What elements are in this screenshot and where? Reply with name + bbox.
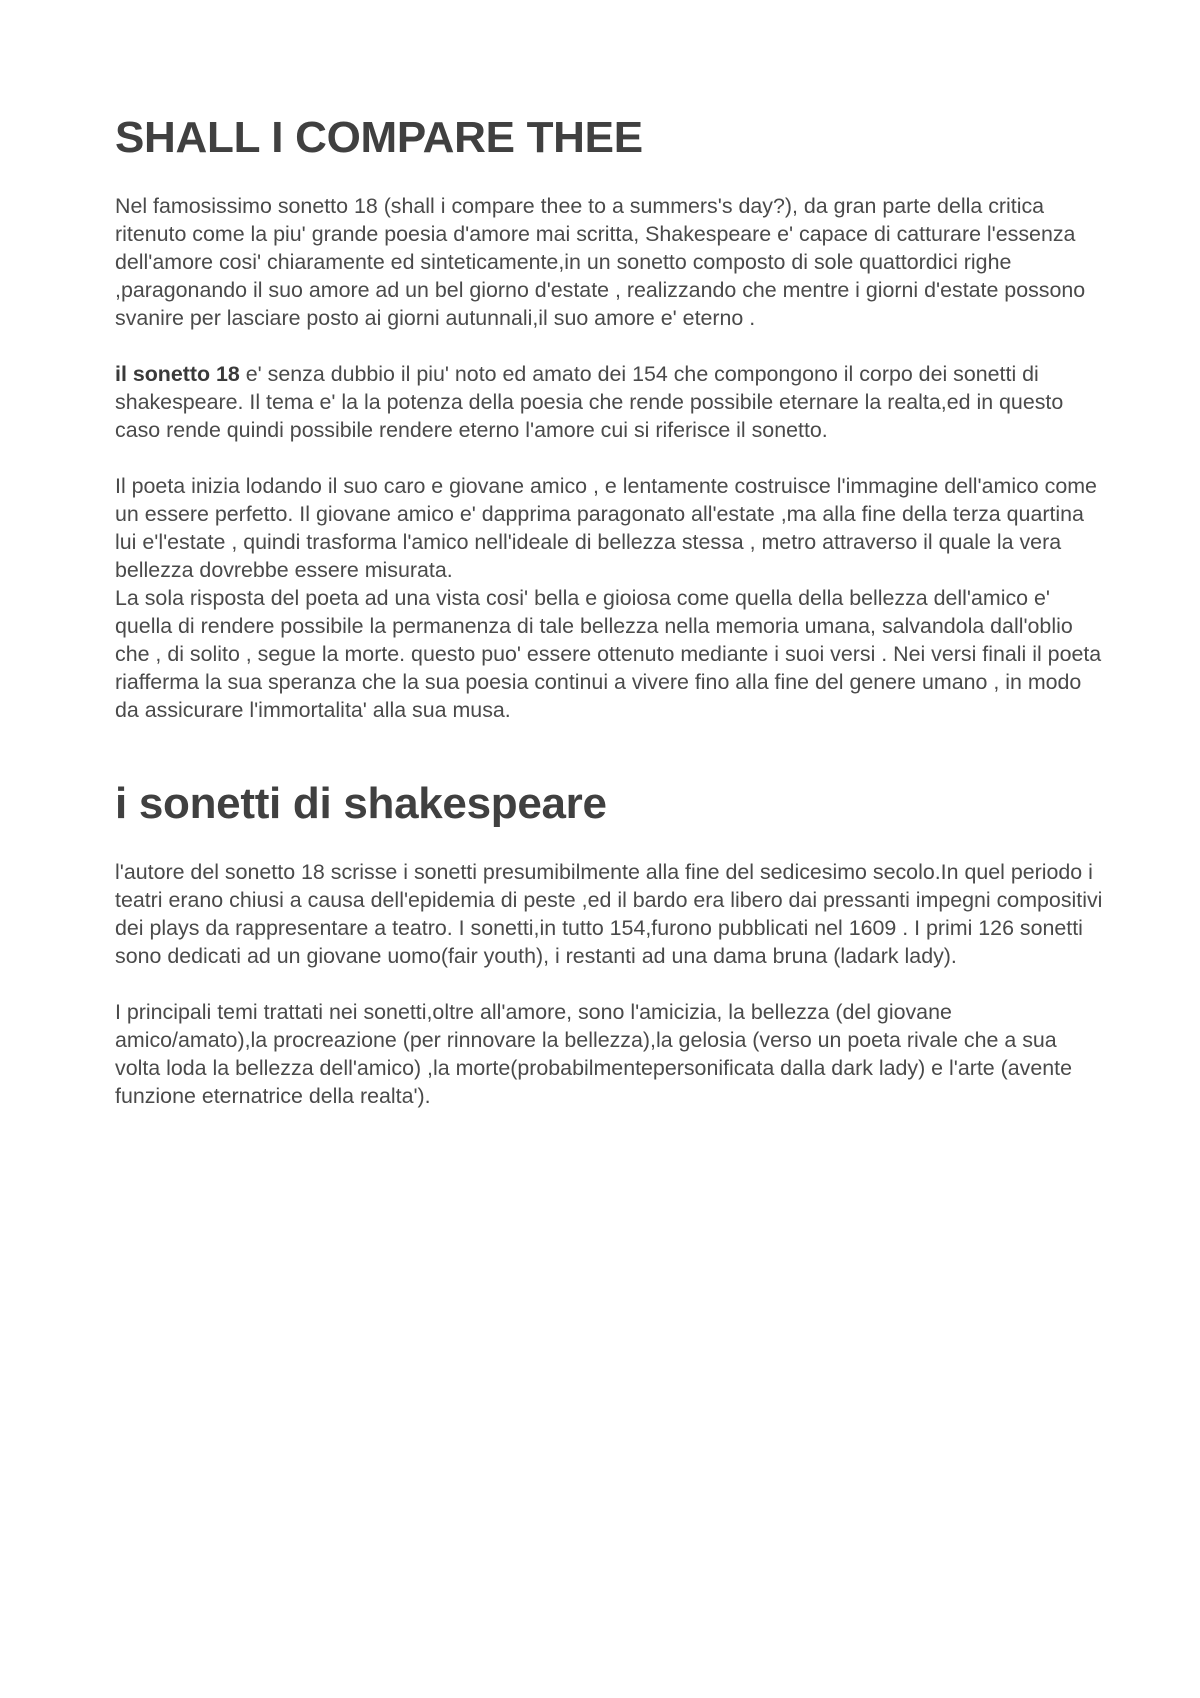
paragraph-temi: I principali temi trattati nei sonetti,oltre all'amore, sono l'amicizia, la bellezza (del giovane amico/amato),la procreazione (per rinnovare la bellezza),la gelosia (verso un poeta rivale che a sua volta loda la bellezza dell'amico) ,la morte(probabilmentepersonificata dalla dark lady) e l'arte (avente funzione eternatrice della realta').: [115, 1000, 1072, 1108]
document-content: [115, 112, 1105, 1110]
paragraph-sonetto-18: [115, 360, 1105, 444]
paragraph-poeta-inizia: Il poeta inizia lodando il suo caro e giovane amico , e lentamente costruisce l'immagine dell'amico come un essere perfetto. Il giovane amico e' dapprima paragonato all'estate ,ma alla fine della terza quartina lui e'l'estate , quindi trasforma l'amico nell'ideale di bellezza stessa , metro attraverso il quale la vera bellezza dovrebbe essere misurata.: [115, 474, 1097, 582]
paragraph-intro: Nel famosissimo sonetto 18 (shall i compare thee to a summers's day?), da gran parte della critica ritenuto come la piu' grande poesia d'amore mai scritta, Shakespeare e' capace di catturare l'essenza dell'amore cosi' chiaramente ed sinteticamente,in un sonetto composto di sole quattordici righe ,paragonando il suo amore ad un bel giorno d'estate , realizzando che mentre i giorni d'estate possono svanire per lasciare posto ai giorni autunnali,il suo amore e' eterno .: [115, 194, 1086, 330]
paragraph-sola-risposta: La sola risposta del poeta ad una vista cosi' bella e gioiosa come quella della bellezza dell'amico e' quella di rendere possibile la permanenza di tale bellezza nella memoria umana, salvandola dall'oblio che , di solito , segue la morte. questo puo' essere ottenuto mediante i suoi versi . Nei versi finali il poeta riafferma la sua speranza che la sua poesia continui a vivere fino alla fine del genere umano , in modo da assicurare l'immortalita' alla sua musa.: [115, 586, 1102, 722]
section-heading-shall-i-compare-thee: SHALL I COMPARE THEE: [115, 113, 643, 162]
section-heading-sonetti-di-shakespeare: i sonetti di shakespeare: [115, 779, 607, 828]
bold-phrase-sonetto-18: il sonetto 18: [115, 362, 240, 386]
paragraph-sonetto-18-text: e' senza dubbio il piu' noto ed amato dei 154 che compongono il corpo dei sonetti di shakespeare. Il tema e' la la potenza della poesia che rende possibile eternare la realta,ed in questo caso rende quindi possibile rendere eterno l'amore cui si riferisce il sonetto.: [115, 362, 1064, 442]
paragraph-autore: l'autore del sonetto 18 scrisse i sonetti presumibilmente alla fine del sedicesimo secolo.In quel periodo i teatri erano chiusi a causa dell'epidemia di peste ,ed il bardo era libero dai pressanti impegni compositivi dei plays da rappresentare a teatro. I sonetti,in tutto 154,furono pubblicati nel 1609 . I primi 126 sonetti sono dedicati ad un giovane uomo(fair youth), i restanti ad una dama bruna (ladark lady).: [115, 860, 1103, 968]
